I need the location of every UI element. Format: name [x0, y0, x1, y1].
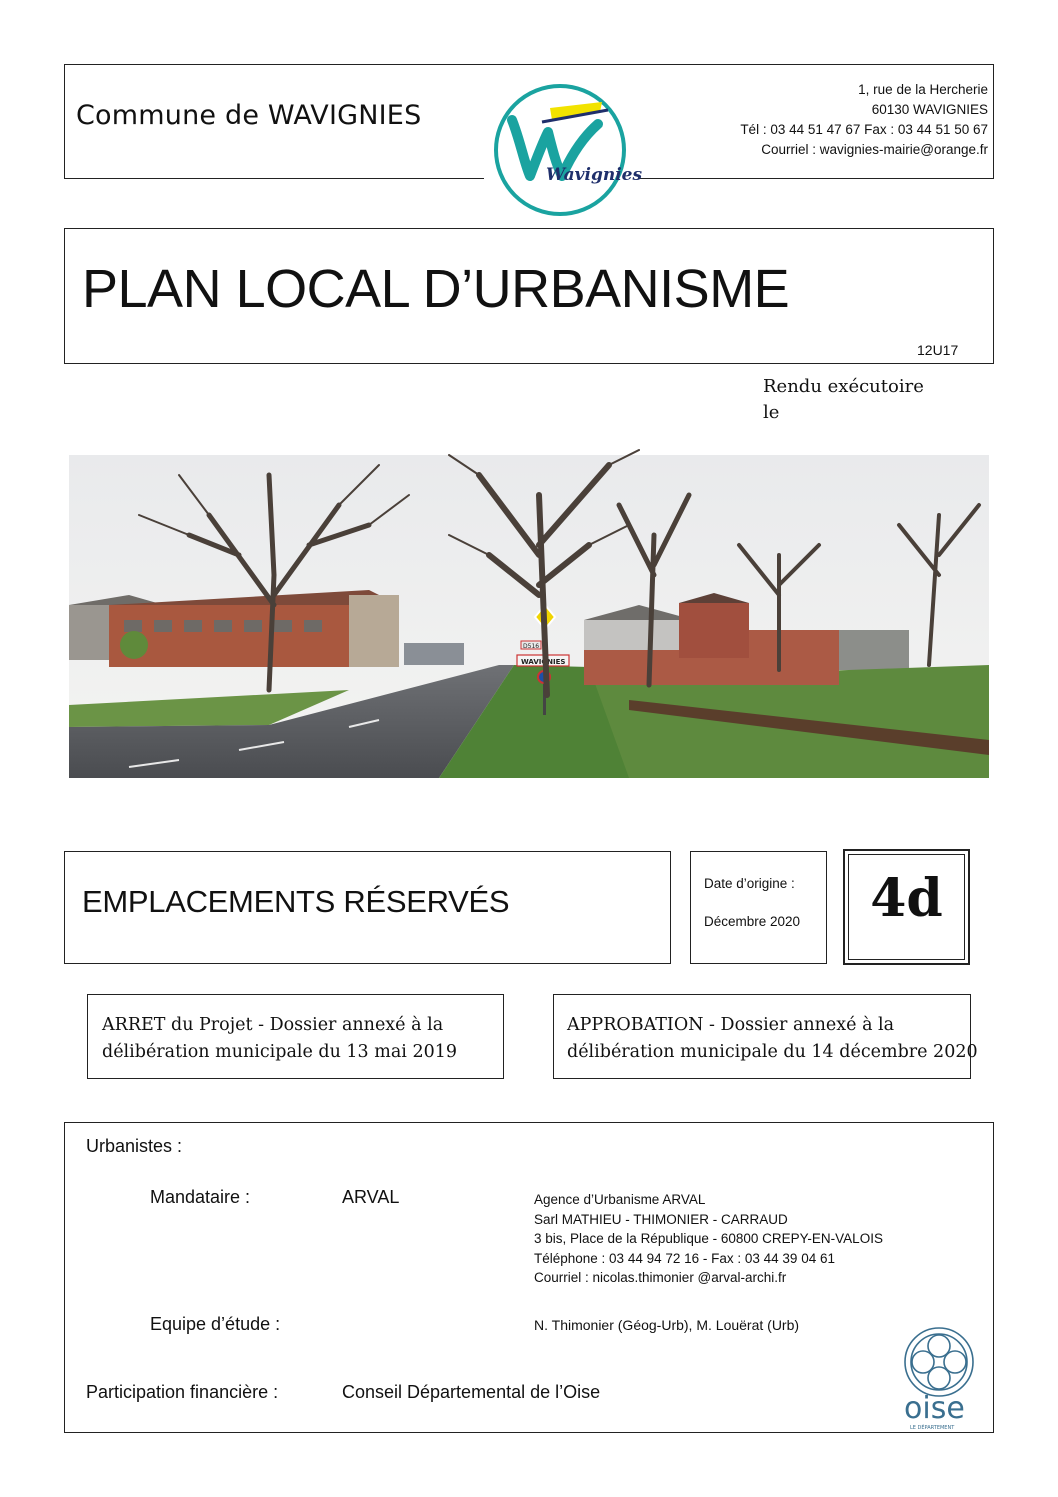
section-title: EMPLACEMENTS RÉSERVÉS: [82, 884, 510, 919]
document-title: PLAN LOCAL D’URBANISME: [82, 259, 790, 319]
agence-line: 3 bis, Place de la République - 60800 CREPY-EN-VALOIS: [534, 1231, 883, 1246]
address-block: [740, 80, 988, 160]
village-sign: WAVIGNIES: [521, 658, 566, 666]
agence-block: [534, 1190, 883, 1288]
arret-text: [102, 1012, 457, 1066]
commune-name: Commune de WAVIGNIES: [76, 100, 422, 131]
equipe-label: Equipe d’étude :: [150, 1314, 281, 1334]
date-frame: [690, 851, 827, 964]
agence-line: Sarl MATHIEU - THIMONIER - CARRAUD: [534, 1211, 788, 1227]
mandataire-value: ARVAL: [342, 1187, 400, 1207]
address-line: 60130 WAVIGNIES: [871, 102, 988, 117]
equipe-value: N. Thimonier (Géog-Urb), M. Louërat (Urb): [534, 1317, 800, 1333]
approbation-line: APPROBATION - Dossier annexé à la: [567, 1015, 895, 1035]
approbation-text: [567, 1012, 978, 1066]
date-value: Décembre 2020: [704, 914, 801, 929]
phone-line: Tél : 03 44 51 47 67 Fax : 03 44 51 50 67: [740, 122, 988, 137]
email-line: Courriel : wavignies-mairie@orange.fr: [761, 142, 988, 157]
mandataire-label: Mandataire :: [150, 1187, 251, 1207]
document-number: 4d: [870, 868, 943, 929]
date-label: Date d’origine :: [704, 876, 795, 891]
logo-text: Wavignies: [546, 165, 643, 185]
wavignies-logo: [490, 80, 643, 220]
oise-logo-subtext: LE DÉPARTEMENT: [910, 1425, 955, 1431]
approbation-line: délibération municipale du 14 décembre 2020: [567, 1042, 978, 1062]
urbanistes-label: Urbanistes :: [86, 1136, 183, 1156]
village-panorama-photo: [69, 455, 989, 778]
oise-logo: [898, 1326, 980, 1430]
executoire-line: le: [763, 402, 780, 423]
participation-label: Participation financière :: [86, 1382, 279, 1402]
document-code: 12U17: [917, 342, 959, 358]
address-line: 1, rue de la Hercherie: [858, 82, 988, 97]
oise-logo-text: oise: [904, 1391, 965, 1426]
agence-line: Téléphone : 03 44 94 72 16 - Fax : 03 44 39 04 61: [534, 1250, 835, 1266]
road-sign-number: D516: [523, 643, 540, 650]
executoire-line: Rendu exécutoire: [763, 376, 924, 397]
agence-line: Courriel : nicolas.thimonier @arval-archi.fr: [534, 1270, 787, 1285]
arret-line: délibération municipale du 13 mai 2019: [102, 1042, 457, 1062]
agence-line: Agence d’Urbanisme ARVAL: [534, 1192, 706, 1207]
arret-line: ARRET du Projet - Dossier annexé à la: [102, 1015, 444, 1035]
participation-value: Conseil Départemental de l’Oise: [342, 1382, 601, 1402]
executoire-note: [763, 374, 924, 426]
